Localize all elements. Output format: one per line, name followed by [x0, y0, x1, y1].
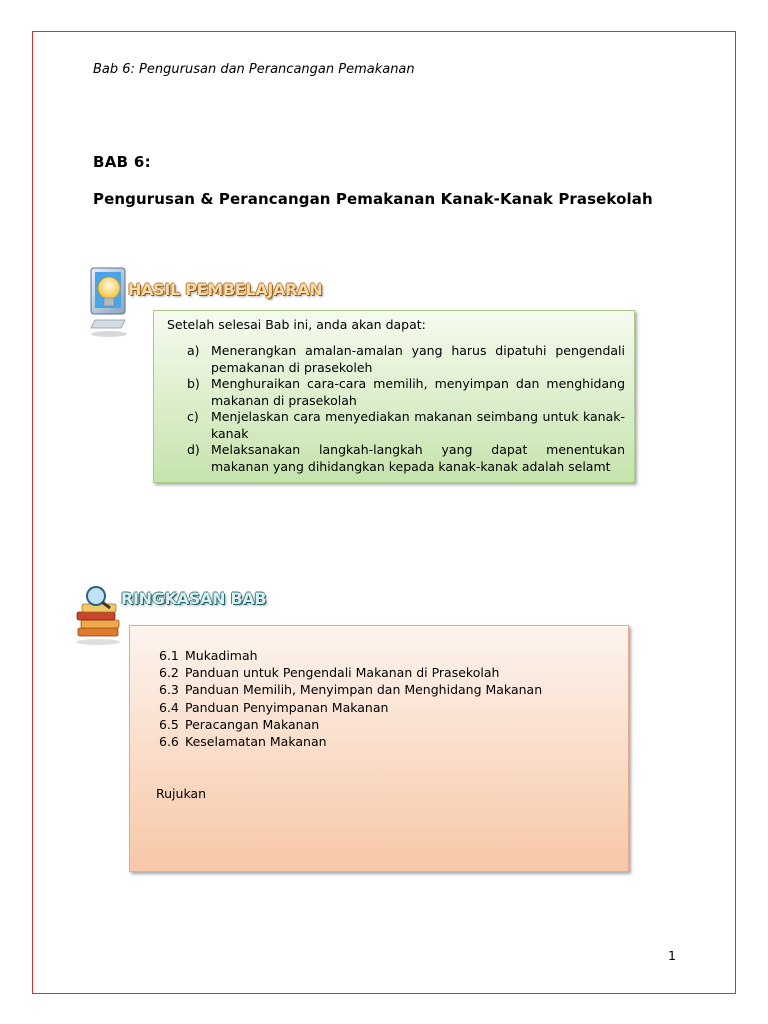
list-item-text: Menjelaskan cara menyediakan makanan seimbang untuk kanak-kanak — [211, 409, 625, 441]
learning-outcomes-heading: HASIL PEMBELAJARAN — [128, 280, 323, 299]
section-number: 6.4 — [159, 699, 179, 715]
chapter-summary-heading: RINGKASAN BAB — [121, 589, 267, 608]
section-number: 6.3 — [159, 682, 179, 698]
list-item — [167, 409, 625, 442]
page-number: 1 — [668, 948, 676, 963]
learning-outcomes-box — [153, 310, 635, 483]
chapter-summary-box — [129, 625, 629, 872]
list-item-text: Menerangkan amalan-amalan yang harus dipatuhi pengendali pemakanan di prasekoleh — [211, 343, 625, 375]
list-marker: a) — [187, 343, 200, 358]
section-title: Panduan untuk Pengendali Makanan di Prasekolah — [185, 665, 500, 681]
list-item — [159, 733, 542, 750]
running-header: Bab 6: Pengurusan dan Perancangan Pemakanan — [93, 62, 415, 77]
list-item — [159, 716, 542, 733]
list-item — [167, 343, 625, 376]
list-item — [159, 699, 542, 716]
section-title: Mukadimah — [185, 648, 258, 663]
list-item — [167, 376, 625, 409]
section-number: 6.1 — [159, 648, 179, 663]
list-item — [167, 442, 625, 475]
section-title: Panduan Memilih, Menyimpan dan Menghidang Makanan — [185, 682, 543, 698]
list-marker: c) — [187, 409, 199, 424]
chapter-summary-list — [159, 647, 542, 750]
section-title: Peracangan Makanan — [185, 716, 320, 732]
list-item-text: Melaksanakan langkah-langkah yang dapat menentukan makanan yang dihidangkan kepada kanak-kanak adalah selamt — [211, 442, 625, 474]
learning-outcomes-list — [167, 343, 625, 475]
section-number: 6.2 — [159, 665, 179, 681]
section-number: 6.5 — [159, 716, 179, 732]
section-title: Keselamatan Makanan — [185, 734, 327, 750]
books-magnifier-icon — [72, 584, 128, 646]
chapter-number: BAB 6: — [93, 153, 151, 171]
section-number: 6.6 — [159, 734, 179, 750]
chapter-title: Pengurusan & Perancangan Pemakanan Kanak-Kanak Prasekolah — [93, 190, 653, 208]
lightbulb-monitor-icon — [87, 262, 135, 342]
list-item-text: Menghuraikan cara-cara memilih, menyimpan dan menghidang makanan di prasekolah — [211, 376, 625, 408]
references-label: Rujukan — [156, 786, 207, 801]
list-marker: b) — [187, 376, 200, 391]
learning-outcomes-intro: Setelah selesai Bab ini, anda akan dapat: — [167, 317, 426, 332]
list-marker: d) — [187, 442, 200, 457]
section-title: Panduan Penyimpanan Makanan — [185, 699, 389, 715]
list-item — [159, 647, 542, 664]
list-item — [159, 664, 542, 681]
list-item — [159, 681, 542, 698]
